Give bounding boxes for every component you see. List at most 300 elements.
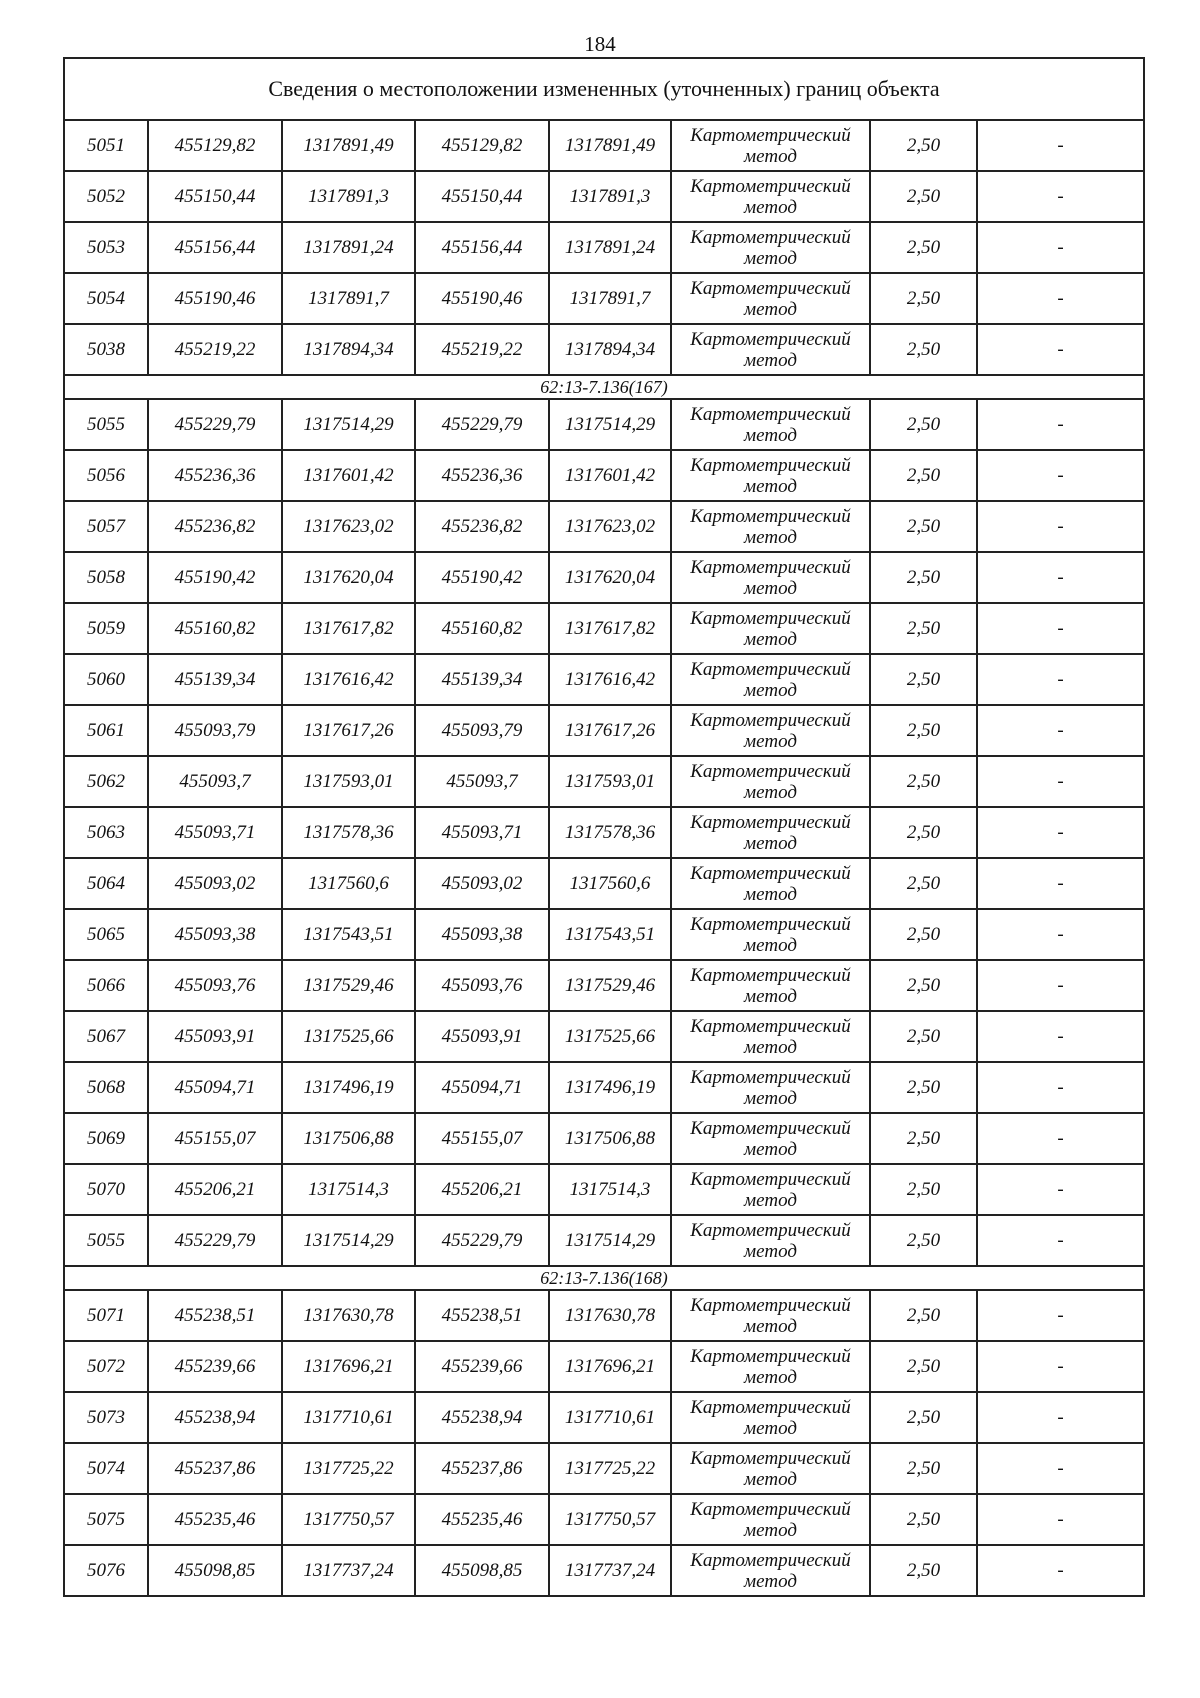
table-row: [64, 399, 1144, 450]
x-new-cell: 455098,85: [415, 1545, 549, 1596]
x-old-cell: 455155,07: [148, 1113, 282, 1164]
x-new-cell: 455093,38: [415, 909, 549, 960]
method-line-2: метод: [744, 934, 797, 956]
description-cell: -: [977, 1494, 1144, 1545]
y-new-cell: 1317710,61: [549, 1392, 671, 1443]
method-line-1: Картометрический: [690, 709, 851, 731]
coordinates-table: [63, 57, 1145, 1597]
x-old-cell: 455139,34: [148, 654, 282, 705]
point-number-cell: 5055: [64, 1215, 148, 1266]
y-new-cell: 1317506,88: [549, 1113, 671, 1164]
method-cell: [671, 909, 870, 960]
x-old-cell: 455129,82: [148, 120, 282, 171]
accuracy-cell: 2,50: [870, 222, 977, 273]
page-number: 184: [584, 32, 616, 56]
accuracy-cell: 2,50: [870, 324, 977, 375]
method-cell: [671, 1113, 870, 1164]
accuracy-cell: 2,50: [870, 1392, 977, 1443]
description-cell: -: [977, 1113, 1144, 1164]
x-new-cell: 455237,86: [415, 1443, 549, 1494]
x-old-cell: 455093,38: [148, 909, 282, 960]
point-number-cell: 5057: [64, 501, 148, 552]
y-new-cell: 1317891,24: [549, 222, 671, 273]
method-line-2: метод: [744, 145, 797, 167]
description-cell: -: [977, 909, 1144, 960]
x-new-cell: 455093,7: [415, 756, 549, 807]
y-old-cell: 1317514,3: [282, 1164, 415, 1215]
method-cell: [671, 324, 870, 375]
table-row: [64, 324, 1144, 375]
y-old-cell: 1317696,21: [282, 1341, 415, 1392]
x-old-cell: 455093,7: [148, 756, 282, 807]
method-line-1: Картометрический: [690, 505, 851, 527]
point-number-cell: 5069: [64, 1113, 148, 1164]
method-line-2: метод: [744, 196, 797, 218]
y-new-cell: 1317543,51: [549, 909, 671, 960]
method-line-2: метод: [744, 985, 797, 1007]
method-cell: [671, 1062, 870, 1113]
y-old-cell: 1317514,29: [282, 1215, 415, 1266]
y-new-cell: 1317894,34: [549, 324, 671, 375]
method-cell: [671, 450, 870, 501]
x-old-cell: 455150,44: [148, 171, 282, 222]
method-cell: [671, 171, 870, 222]
description-cell: -: [977, 171, 1144, 222]
method-cell: [671, 501, 870, 552]
table-row: [64, 450, 1144, 501]
accuracy-cell: 2,50: [870, 1443, 977, 1494]
x-new-cell: 455190,42: [415, 552, 549, 603]
accuracy-cell: 2,50: [870, 807, 977, 858]
method-line-1: Картометрический: [690, 607, 851, 629]
method-line-1: Картометрический: [690, 1066, 851, 1088]
method-cell: [671, 120, 870, 171]
method-line-2: метод: [744, 1138, 797, 1160]
point-number-cell: 5072: [64, 1341, 148, 1392]
method-line-2: метод: [744, 1519, 797, 1541]
method-line-2: метод: [744, 424, 797, 446]
accuracy-cell: 2,50: [870, 120, 977, 171]
point-number-cell: 5058: [64, 552, 148, 603]
x-new-cell: 455239,66: [415, 1341, 549, 1392]
accuracy-cell: 2,50: [870, 705, 977, 756]
method-line-1: Картометрический: [690, 1168, 851, 1190]
accuracy-cell: 2,50: [870, 399, 977, 450]
method-line-1: Картометрический: [690, 277, 851, 299]
x-old-cell: 455190,46: [148, 273, 282, 324]
y-old-cell: 1317616,42: [282, 654, 415, 705]
table-row: [64, 858, 1144, 909]
method-line-2: метод: [744, 577, 797, 599]
y-new-cell: 1317617,82: [549, 603, 671, 654]
method-line-2: метод: [744, 475, 797, 497]
method-line-1: Картометрический: [690, 1549, 851, 1571]
x-new-cell: 455238,51: [415, 1290, 549, 1341]
x-old-cell: 455238,94: [148, 1392, 282, 1443]
method-line-2: метод: [744, 247, 797, 269]
method-line-2: метод: [744, 1315, 797, 1337]
y-old-cell: 1317710,61: [282, 1392, 415, 1443]
description-cell: -: [977, 120, 1144, 171]
y-old-cell: 1317506,88: [282, 1113, 415, 1164]
accuracy-cell: 2,50: [870, 552, 977, 603]
table-row: [64, 171, 1144, 222]
point-number-cell: 5073: [64, 1392, 148, 1443]
table-row: [64, 222, 1144, 273]
y-new-cell: 1317725,22: [549, 1443, 671, 1494]
description-cell: -: [977, 1341, 1144, 1392]
table-row: [64, 1494, 1144, 1545]
x-old-cell: 455093,79: [148, 705, 282, 756]
method-line-2: метод: [744, 1468, 797, 1490]
method-line-1: Картометрический: [690, 1447, 851, 1469]
point-number-cell: 5054: [64, 273, 148, 324]
y-new-cell: 1317696,21: [549, 1341, 671, 1392]
y-old-cell: 1317593,01: [282, 756, 415, 807]
x-new-cell: 455206,21: [415, 1164, 549, 1215]
table-row: [64, 654, 1144, 705]
y-old-cell: 1317617,26: [282, 705, 415, 756]
x-new-cell: 455229,79: [415, 1215, 549, 1266]
table-row: [64, 603, 1144, 654]
x-old-cell: 455206,21: [148, 1164, 282, 1215]
x-new-cell: 455139,34: [415, 654, 549, 705]
method-line-1: Картометрический: [690, 226, 851, 248]
point-number-cell: 5053: [64, 222, 148, 273]
accuracy-cell: 2,50: [870, 603, 977, 654]
table-row: [64, 1011, 1144, 1062]
x-old-cell: 455236,36: [148, 450, 282, 501]
description-cell: -: [977, 603, 1144, 654]
section-header-row: [64, 1266, 1144, 1290]
x-old-cell: 455098,85: [148, 1545, 282, 1596]
y-new-cell: 1317623,02: [549, 501, 671, 552]
table-row: [64, 909, 1144, 960]
method-line-1: Картометрический: [690, 760, 851, 782]
method-line-1: Картометрический: [690, 1015, 851, 1037]
point-number-cell: 5038: [64, 324, 148, 375]
method-cell: [671, 1443, 870, 1494]
method-cell: [671, 960, 870, 1011]
method-line-1: Картометрический: [690, 1345, 851, 1367]
y-new-cell: 1317593,01: [549, 756, 671, 807]
point-number-cell: 5062: [64, 756, 148, 807]
y-old-cell: 1317601,42: [282, 450, 415, 501]
y-old-cell: 1317750,57: [282, 1494, 415, 1545]
x-new-cell: 455094,71: [415, 1062, 549, 1113]
method-line-1: Картометрический: [690, 913, 851, 935]
method-cell: [671, 705, 870, 756]
accuracy-cell: 2,50: [870, 1062, 977, 1113]
method-line-1: Картометрический: [690, 862, 851, 884]
y-old-cell: 1317578,36: [282, 807, 415, 858]
description-cell: -: [977, 1164, 1144, 1215]
table-row: [64, 756, 1144, 807]
x-old-cell: 455237,86: [148, 1443, 282, 1494]
table-row: [64, 1392, 1144, 1443]
description-cell: -: [977, 1392, 1144, 1443]
description-cell: -: [977, 399, 1144, 450]
method-line-2: метод: [744, 1240, 797, 1262]
x-old-cell: 455093,02: [148, 858, 282, 909]
accuracy-cell: 2,50: [870, 1290, 977, 1341]
method-line-1: Картометрический: [690, 1498, 851, 1520]
x-old-cell: 455238,51: [148, 1290, 282, 1341]
accuracy-cell: 2,50: [870, 1113, 977, 1164]
accuracy-cell: 2,50: [870, 1011, 977, 1062]
x-new-cell: 455236,36: [415, 450, 549, 501]
method-line-1: Картометрический: [690, 1396, 851, 1418]
description-cell: -: [977, 1215, 1144, 1266]
description-cell: -: [977, 1290, 1144, 1341]
method-line-2: метод: [744, 1366, 797, 1388]
point-number-cell: 5060: [64, 654, 148, 705]
x-old-cell: 455160,82: [148, 603, 282, 654]
x-new-cell: 455129,82: [415, 120, 549, 171]
x-old-cell: 455093,91: [148, 1011, 282, 1062]
description-cell: -: [977, 1443, 1144, 1494]
table-row: [64, 1062, 1144, 1113]
method-cell: [671, 1290, 870, 1341]
x-new-cell: 455155,07: [415, 1113, 549, 1164]
y-old-cell: 1317891,3: [282, 171, 415, 222]
method-line-1: Картометрический: [690, 175, 851, 197]
point-number-cell: 5052: [64, 171, 148, 222]
x-old-cell: 455094,71: [148, 1062, 282, 1113]
method-cell: [671, 1011, 870, 1062]
method-line-1: Картометрический: [690, 328, 851, 350]
accuracy-cell: 2,50: [870, 1215, 977, 1266]
method-line-2: метод: [744, 1417, 797, 1439]
method-line-2: метод: [744, 730, 797, 752]
point-number-cell: 5076: [64, 1545, 148, 1596]
point-number-cell: 5075: [64, 1494, 148, 1545]
y-new-cell: 1317891,7: [549, 273, 671, 324]
point-number-cell: 5067: [64, 1011, 148, 1062]
method-cell: [671, 807, 870, 858]
section-label: 62:13-7.136(168): [64, 1266, 1144, 1290]
y-old-cell: 1317620,04: [282, 552, 415, 603]
x-old-cell: 455190,42: [148, 552, 282, 603]
table-row: [64, 1113, 1144, 1164]
table-row: [64, 1215, 1144, 1266]
y-old-cell: 1317891,49: [282, 120, 415, 171]
description-cell: -: [977, 222, 1144, 273]
y-new-cell: 1317529,46: [549, 960, 671, 1011]
point-number-cell: 5064: [64, 858, 148, 909]
x-old-cell: 455235,46: [148, 1494, 282, 1545]
accuracy-cell: 2,50: [870, 858, 977, 909]
description-cell: -: [977, 1545, 1144, 1596]
table-row: [64, 120, 1144, 171]
method-cell: [671, 858, 870, 909]
method-line-2: метод: [744, 298, 797, 320]
method-line-1: Картометрический: [690, 1219, 851, 1241]
table-row: [64, 1164, 1144, 1215]
point-number-cell: 5071: [64, 1290, 148, 1341]
y-new-cell: 1317616,42: [549, 654, 671, 705]
description-cell: -: [977, 756, 1144, 807]
accuracy-cell: 2,50: [870, 171, 977, 222]
method-line-2: метод: [744, 1087, 797, 1109]
accuracy-cell: 2,50: [870, 1341, 977, 1392]
point-number-cell: 5065: [64, 909, 148, 960]
accuracy-cell: 2,50: [870, 450, 977, 501]
y-new-cell: 1317891,49: [549, 120, 671, 171]
description-cell: -: [977, 273, 1144, 324]
accuracy-cell: 2,50: [870, 756, 977, 807]
y-new-cell: 1317750,57: [549, 1494, 671, 1545]
method-cell: [671, 1392, 870, 1443]
point-number-cell: 5056: [64, 450, 148, 501]
y-old-cell: 1317529,46: [282, 960, 415, 1011]
description-cell: -: [977, 807, 1144, 858]
table-row: [64, 960, 1144, 1011]
description-cell: -: [977, 654, 1144, 705]
point-number-cell: 5059: [64, 603, 148, 654]
y-new-cell: 1317737,24: [549, 1545, 671, 1596]
description-cell: -: [977, 858, 1144, 909]
x-new-cell: 455150,44: [415, 171, 549, 222]
y-new-cell: 1317601,42: [549, 450, 671, 501]
y-new-cell: 1317620,04: [549, 552, 671, 603]
x-old-cell: 455229,79: [148, 1215, 282, 1266]
method-line-2: метод: [744, 883, 797, 905]
x-new-cell: 455093,79: [415, 705, 549, 756]
y-old-cell: 1317623,02: [282, 501, 415, 552]
y-old-cell: 1317737,24: [282, 1545, 415, 1596]
accuracy-cell: 2,50: [870, 1164, 977, 1215]
x-new-cell: 455156,44: [415, 222, 549, 273]
accuracy-cell: 2,50: [870, 501, 977, 552]
accuracy-cell: 2,50: [870, 1545, 977, 1596]
x-new-cell: 455190,46: [415, 273, 549, 324]
method-line-1: Картометрический: [690, 124, 851, 146]
section-header-row: [64, 375, 1144, 399]
y-old-cell: 1317514,29: [282, 399, 415, 450]
accuracy-cell: 2,50: [870, 1494, 977, 1545]
x-new-cell: 455160,82: [415, 603, 549, 654]
point-number-cell: 5061: [64, 705, 148, 756]
table-title-row: [64, 58, 1144, 120]
y-old-cell: 1317894,34: [282, 324, 415, 375]
point-number-cell: 5070: [64, 1164, 148, 1215]
point-number-cell: 5068: [64, 1062, 148, 1113]
method-line-2: метод: [744, 679, 797, 701]
method-cell: [671, 1164, 870, 1215]
y-new-cell: 1317514,29: [549, 399, 671, 450]
method-line-1: Картометрический: [690, 1294, 851, 1316]
y-old-cell: 1317630,78: [282, 1290, 415, 1341]
accuracy-cell: 2,50: [870, 654, 977, 705]
method-line-2: метод: [744, 1189, 797, 1211]
y-new-cell: 1317578,36: [549, 807, 671, 858]
y-new-cell: 1317496,19: [549, 1062, 671, 1113]
x-old-cell: 455093,76: [148, 960, 282, 1011]
method-line-1: Картометрический: [690, 454, 851, 476]
description-cell: -: [977, 1062, 1144, 1113]
point-number-cell: 5051: [64, 120, 148, 171]
accuracy-cell: 2,50: [870, 960, 977, 1011]
method-line-1: Картометрический: [690, 811, 851, 833]
y-new-cell: 1317514,29: [549, 1215, 671, 1266]
method-line-1: Картометрический: [690, 556, 851, 578]
table-row: [64, 552, 1144, 603]
method-line-1: Картометрический: [690, 658, 851, 680]
y-new-cell: 1317617,26: [549, 705, 671, 756]
method-line-2: метод: [744, 526, 797, 548]
x-new-cell: 455093,76: [415, 960, 549, 1011]
method-cell: [671, 1494, 870, 1545]
x-new-cell: 455219,22: [415, 324, 549, 375]
y-new-cell: 1317560,6: [549, 858, 671, 909]
description-cell: -: [977, 552, 1144, 603]
method-cell: [671, 603, 870, 654]
y-old-cell: 1317891,7: [282, 273, 415, 324]
method-cell: [671, 1341, 870, 1392]
y-new-cell: 1317514,3: [549, 1164, 671, 1215]
y-old-cell: 1317891,24: [282, 222, 415, 273]
y-old-cell: 1317617,82: [282, 603, 415, 654]
table-row: [64, 1341, 1144, 1392]
method-cell: [671, 552, 870, 603]
x-old-cell: 455236,82: [148, 501, 282, 552]
table-row: [64, 807, 1144, 858]
table-body: [64, 58, 1144, 1596]
method-cell: [671, 756, 870, 807]
accuracy-cell: 2,50: [870, 273, 977, 324]
description-cell: -: [977, 1011, 1144, 1062]
y-old-cell: 1317560,6: [282, 858, 415, 909]
x-new-cell: 455238,94: [415, 1392, 549, 1443]
description-cell: -: [977, 450, 1144, 501]
x-new-cell: 455093,02: [415, 858, 549, 909]
y-old-cell: 1317543,51: [282, 909, 415, 960]
method-line-2: метод: [744, 781, 797, 803]
table-row: [64, 1545, 1144, 1596]
x-old-cell: 455239,66: [148, 1341, 282, 1392]
x-old-cell: 455093,71: [148, 807, 282, 858]
x-old-cell: 455156,44: [148, 222, 282, 273]
description-cell: -: [977, 324, 1144, 375]
y-new-cell: 1317630,78: [549, 1290, 671, 1341]
method-line-2: метод: [744, 1036, 797, 1058]
accuracy-cell: 2,50: [870, 909, 977, 960]
method-cell: [671, 399, 870, 450]
point-number-cell: 5066: [64, 960, 148, 1011]
method-cell: [671, 1545, 870, 1596]
x-new-cell: 455229,79: [415, 399, 549, 450]
y-new-cell: 1317525,66: [549, 1011, 671, 1062]
y-new-cell: 1317891,3: [549, 171, 671, 222]
x-new-cell: 455093,71: [415, 807, 549, 858]
point-number-cell: 5063: [64, 807, 148, 858]
y-old-cell: 1317496,19: [282, 1062, 415, 1113]
method-cell: [671, 654, 870, 705]
x-new-cell: 455236,82: [415, 501, 549, 552]
method-line-2: метод: [744, 628, 797, 650]
description-cell: -: [977, 960, 1144, 1011]
method-line-2: метод: [744, 832, 797, 854]
x-old-cell: 455219,22: [148, 324, 282, 375]
method-line-1: Картометрический: [690, 1117, 851, 1139]
method-cell: [671, 273, 870, 324]
y-old-cell: 1317725,22: [282, 1443, 415, 1494]
x-new-cell: 455235,46: [415, 1494, 549, 1545]
x-new-cell: 455093,91: [415, 1011, 549, 1062]
table-row: [64, 1443, 1144, 1494]
method-line-1: Картометрический: [690, 964, 851, 986]
